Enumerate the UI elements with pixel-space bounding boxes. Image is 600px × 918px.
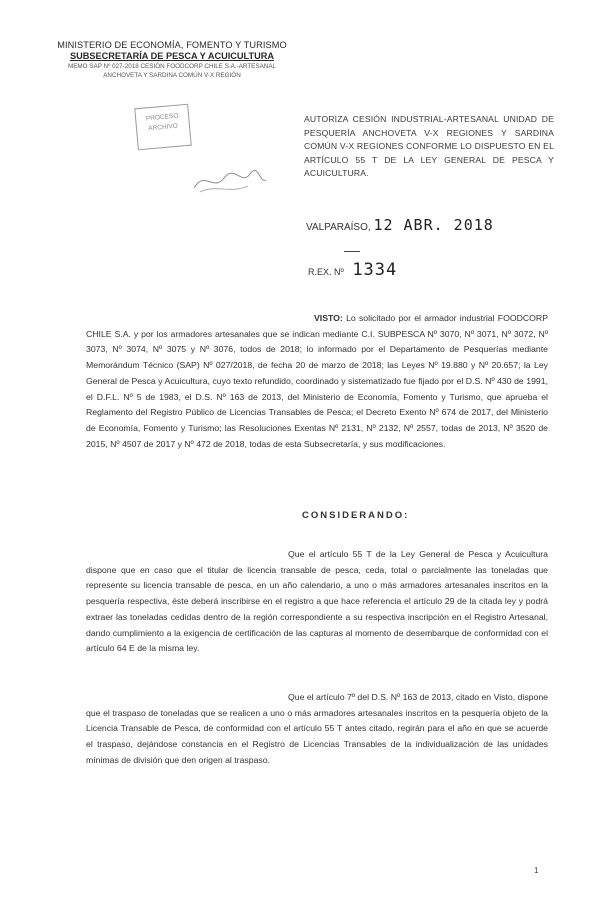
visto-text: Lo solicitado por el armador industrial FOODCORP CHILE S.A. y por los armadores artesanales que se indican mediante C.I. SUBPESCA Nº 3070, Nº 3071, Nº 3072, Nº 3073, Nº 3074, Nº 3075 y Nº 3076, todos de 2018; lo informado por el Departamento de Pesquerías mediante Memorándum Técnico (SAP) Nº 027/2018, de fecha 20 de marzo de 2018; las Leyes Nº 19.880 y Nº 20.657; la Ley General de Pesca y Acuicultura, cuyo texto refundido, coordinado y sistematizado fue fijado por el D.S. Nº 430 de 1991, el D.F.L. Nº 5 de 1983, el D.S. Nº 163 de 2013, del Ministerio de Economía, Fomento y Turismo, que aprueba el Reglamento del Registro Público de Licencias Transables de Pesca; el Decreto Exento Nº 674 de 2017, del Ministerio de Economía, Fomento y Turismo; las Resoluciones Exentas Nº 2131, Nº 2132, Nº 2557, todas de 2013, Nº 3520 de 2015, Nº 4507 de 2017 y Nº 472 de 2018, todas de esta Subsecretaría, y sus modificaciones.: [86, 313, 548, 449]
page-number: 1: [534, 866, 539, 875]
resolution-label: R.EX. Nº: [308, 267, 344, 277]
handwritten-initials: [190, 166, 268, 196]
considerando-heading: CONSIDERANDO:: [302, 510, 410, 521]
paragraph-1-text: Que el artículo 55 T de la Ley General de Pesca y Acuicultura dispone que en caso que el titular de licencia transable de pesca, ceda, total o parcialmente las toneladas que represente su licencia transable de pesca, en un año calendario, a uno o más armadores artesanales inscritos en la pesquería respectiva, éste deberá inscribirse en el registro a que hace referencia el artículo 29 de la citada ley y podrá extraer las toneladas cedidas dentro de la región correspondiente a su respectiva inscripción en el Registro Artesanal, dando cumplimiento a la exigencia de certificación de las capturas al momento de desembarque de conformidad con el artículo 64 E de la misma ley.: [86, 549, 548, 654]
subsecretaria-name: SUBSECRETARÍA DE PESCA Y ACUICULTURA: [69, 51, 274, 61]
resolution-number-line: [308, 260, 397, 280]
date-line: [306, 216, 494, 234]
memo-reference-line-1: MEMO SAP Nº 027-2018 CESIÓN FOODCORP CHILE S.A.-ARTESANAL: [67, 63, 277, 70]
resolution-subject: AUTORIZA CESIÓN INDUSTRIAL-ARTESANAL UNIDAD DE PESQUERÍA ANCHOVETA V-X REGIONES Y SARDINA COMÚN V-X REGIONES CONFORME LO DISPUESTO EN EL ARTÍCULO 55 T DE LA LEY GENERAL DE PESCA Y ACUICULTURA.: [304, 114, 554, 179]
visto-section: [86, 311, 548, 452]
memo-reference-line-2: ANCHOVETA Y SARDINA COMÚN V-X REGIÓN: [103, 72, 241, 79]
ministry-name: MINISTERIO DE ECONOMÍA, FOMENTO Y TURISMO: [57, 40, 287, 50]
considerando-paragraph-2: [86, 690, 548, 769]
stamp-line-1: PROCESO: [145, 112, 179, 123]
letterhead: [57, 40, 287, 80]
separator-dash: [344, 251, 360, 252]
city-label: VALPARAÍSO,: [306, 222, 371, 233]
considerando-paragraph-1: [86, 547, 548, 657]
stamped-date: 12 ABR. 2018: [373, 216, 494, 234]
visto-label: VISTO:: [314, 313, 343, 323]
stamp-line-2: ARCHIVO: [147, 122, 179, 133]
resolution-number: 1334: [352, 260, 398, 280]
paragraph-2-text: Que el artículo 7º del D.S. Nº 163 de 2013, citado en Visto, dispone que el traspaso de toneladas que se realicen a uno o más armadores artesanales inscritos en la pesquería objeto de la Licencia Transable de Pesca, de conformidad con el artículo 55 T antes citado, regirán para el año en que se acuerde el traspaso, dejándose constancia en el Registro de Licencias Transables de la individualización de las unidades mínimas de división que den origen al traspaso.: [86, 692, 548, 765]
office-stamp: [134, 104, 191, 151]
